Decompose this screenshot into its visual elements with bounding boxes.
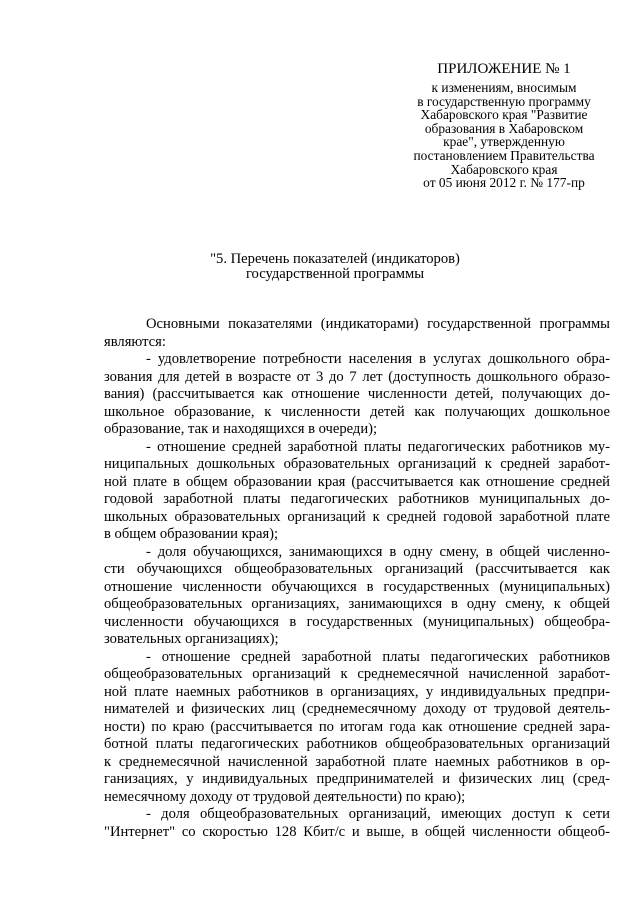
paragraph-line: сти обучающихся общеобразовательных организаций (рассчитывается как: [104, 561, 610, 577]
paragraph-line: ботной платы педагогических работников общеобразовательных организаций: [104, 736, 610, 752]
paragraph-line: ности) по краю (рассчитывается по итогам года как отношение средней зара-: [104, 718, 610, 735]
paragraph-line: ной плате наемных работников в организациях, у индивидуальных предпри-: [104, 683, 610, 700]
paragraph-line: школьных образовательных организаций к средней годовой заработной плате: [104, 508, 610, 525]
paragraph-line: общеобразовательных организациях, занимающихся в одну смену, к общей: [104, 596, 610, 612]
paragraph-line: в общем образовании края);: [104, 526, 279, 542]
section-title-line: государственной программы: [245, 266, 425, 282]
paragraph-line: "Интернет" со скоростью 128 Кбит/с и выше, в общей численности общеоб-: [104, 823, 610, 840]
paragraph-line: к среднемесячной начисленной заработной плате наемных работников в ор-: [104, 753, 610, 770]
paragraph-line: - доля обучающихся, занимающихся в одну смену, в общей численно-: [146, 543, 610, 560]
paragraph-line: отношение численности обучающихся в государственных (муниципальных): [104, 578, 610, 595]
paragraph-line: вания) (рассчитывается как отношение численности детей, получающих до-: [104, 386, 610, 402]
section-title: [150, 252, 520, 282]
paragraph-line: ганизациях, у индивидуальных предпринимателей и физических лиц (сред-: [104, 771, 610, 787]
annex-heading: ПРИЛОЖЕНИЕ № 1: [437, 61, 571, 77]
annex-line: к изменениям, вносимым: [431, 80, 577, 95]
paragraph-line: - отношение средней заработной платы педагогических работников: [146, 648, 610, 665]
paragraph-line: общеобразовательных организаций к среднемесячной начисленной заработ-: [104, 666, 610, 682]
paragraph-line: - доля общеобразовательных организаций, имеющих доступ к сети: [146, 806, 610, 822]
paragraph-line: Основными показателями (индикаторами) государственной программы: [146, 316, 610, 332]
paragraph-line: численности обучающихся в государственных (муниципальных) общеобра-: [104, 613, 610, 630]
annex-line: от 05 июня 2012 г. № 177-пр: [423, 175, 585, 191]
annex-line: крае", утвержденную: [443, 134, 565, 150]
paragraph-line: образование, так и находящихся в очереди);: [104, 421, 378, 437]
annex-line: Хабаровского края: [450, 161, 558, 177]
annex-block: [398, 60, 610, 190]
annex-line: образования в Хабаровском: [424, 120, 584, 136]
paragraph-line: - удовлетворение потребности населения в услугах дошкольного обра-: [146, 351, 610, 367]
paragraph-line: ниципальных дошкольных образовательных организаций к средней заработ-: [104, 456, 610, 472]
paragraph-line: нимателей и физических лиц (среднемесячному доходу от трудовой деятель-: [104, 701, 610, 717]
paragraph-line: зовательных организациях);: [104, 631, 279, 647]
annex-line: в государственную программу: [417, 93, 591, 109]
paragraph-line: ной плате в общем образовании края (рассчитывается как отношение средней: [104, 473, 610, 490]
paragraph-line: школьное образование, к численности детей как получающих дошкольное: [104, 403, 610, 420]
paragraph-line: немесячному доходу от трудовой деятельности) по краю);: [104, 788, 466, 805]
paragraph-line: - отношение средней заработной платы педагогических работников му-: [146, 438, 610, 455]
annex-line: постановлением Правительства: [413, 147, 595, 163]
section-title-line: "5. Перечень показателей (индикаторов): [210, 251, 460, 267]
paragraph-line: зования для детей в возрасте от 3 до 7 лет (доступность дошкольного образо-: [104, 368, 610, 385]
paragraph-line: являются:: [104, 333, 166, 350]
body-text: [104, 316, 610, 841]
annex-line: Хабаровского края "Развитие: [420, 107, 588, 123]
paragraph-line: годовой заработной платы педагогических работников муниципальных до-: [104, 491, 610, 507]
